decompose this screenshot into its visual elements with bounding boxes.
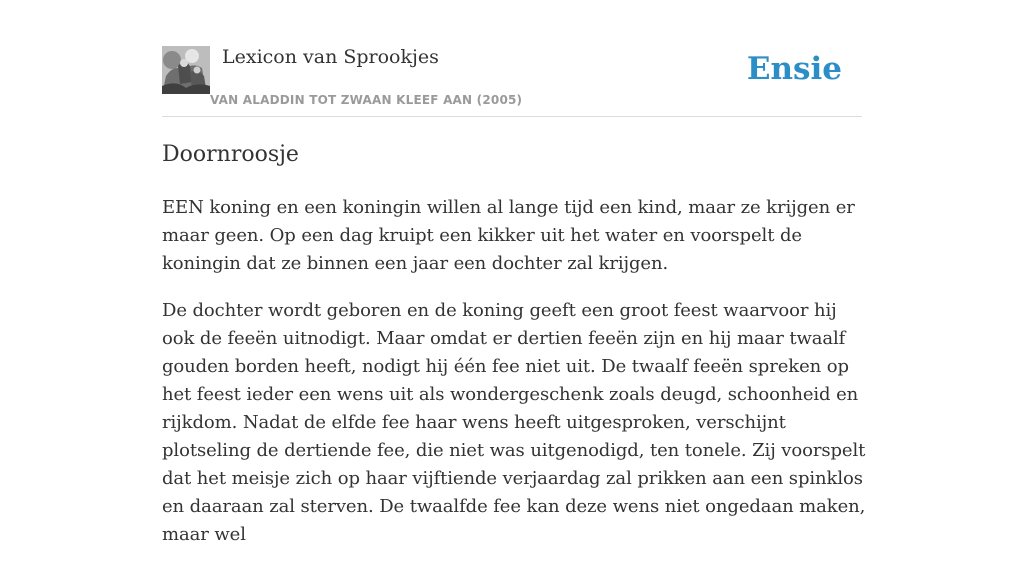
book-header bbox=[162, 46, 862, 117]
book-cover-illustration-icon bbox=[162, 46, 210, 94]
entry-paragraph: De dochter wordt geboren en de koning geeft een groot feest waarvoor hij ook de feeën uitnodigt. Maar omdat er dertien feeën zijn en hij maar twaalf gouden borden heeft, nodigt hij één fee niet uit. De twaalf feeën spreken op het feest ieder een wens uit als wondergeschenk zoals deugd, schoonheid en rijkdom. Nadat de elfde fee haar wens heeft uitgesproken, verschijnt plotseling de dertiende fee, die niet was uitgenodigd, ten tonele. Zij voorspelt dat het meisje zich op haar vijftiende verjaardag zal prikken aan een spinklos en daaraan zal sterven. De twaalfde fee kan deze wens niet ongedaan maken, maar wel bbox=[162, 300, 866, 545]
entry-title: Doornroosje bbox=[162, 142, 299, 167]
book-title[interactable]: Lexicon van Sprookjes bbox=[222, 46, 439, 68]
entry-content bbox=[162, 138, 866, 568]
ensie-logo-link[interactable]: Ensie bbox=[746, 51, 842, 87]
book-subtitle: VAN ALADDIN TOT ZWAAN KLEEF AAN (2005) bbox=[210, 93, 523, 107]
book-cover-avatar[interactable] bbox=[162, 46, 210, 94]
entry-paragraph: EEN koning en een koningin willen al lange tijd een kind, maar ze krijgen er maar geen. Op een dag kruipt een kikker uit het water en voorspelt de koningin dat ze binnen een jaar een dochter zal krijgen. bbox=[162, 197, 855, 274]
